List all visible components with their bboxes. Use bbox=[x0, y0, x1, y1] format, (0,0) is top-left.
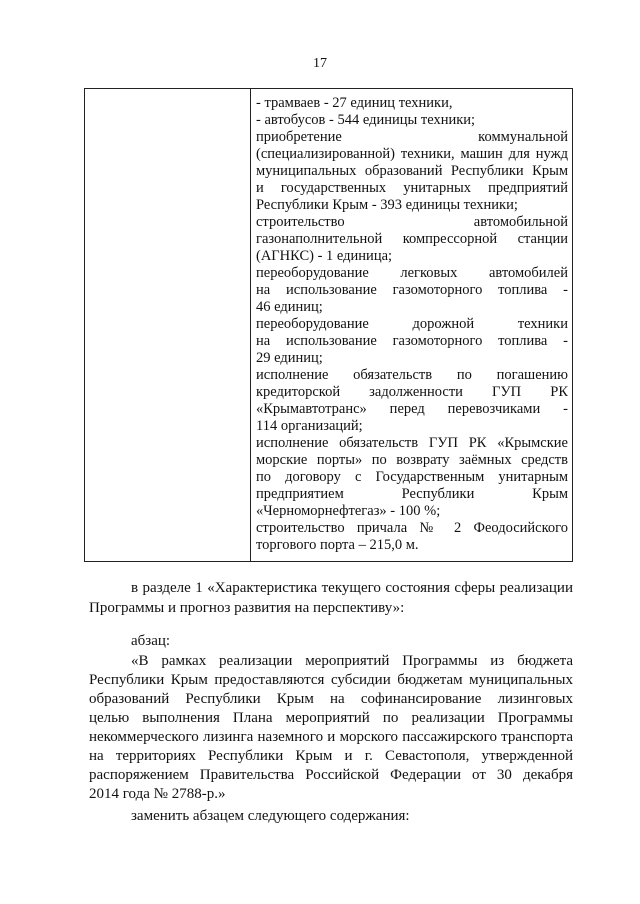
table-line: 29 единиц; bbox=[256, 350, 323, 366]
quote-line: образований Республики Крым на софинансирование лизинговых bbox=[89, 691, 573, 707]
table-line: исполнение обязательств ГУП РК «Крымские bbox=[256, 435, 568, 451]
quote-line: Республики Крым предоставляются субсидии бюджетам муниципальных bbox=[89, 672, 573, 688]
table-line: «Крымавтотранс» перед перевозчиками - bbox=[256, 401, 568, 417]
table-line: на использование газомоторного топлива - bbox=[256, 333, 568, 349]
table-line: газонаполнительной компрессорной станции bbox=[256, 231, 568, 247]
section-heading-line-2: Программы и прогноз развития на перспективу»: bbox=[89, 600, 405, 616]
table-line: переоборудование легковых автомобилей bbox=[256, 265, 568, 281]
table-line: переоборудование дорожной техники bbox=[256, 316, 568, 332]
table-line: (АГНКС) - 1 единица; bbox=[256, 248, 393, 264]
table-line: (специализированной) техники, машин для нужд bbox=[256, 146, 568, 162]
quote-line: целью выполнения Плана мероприятий по реализации Программы bbox=[89, 710, 573, 726]
page-number: 17 bbox=[313, 56, 327, 71]
table-right-cell bbox=[256, 95, 568, 554]
quote-line: на территориях Республики Крым и г. Севастополя, утвержденной bbox=[89, 748, 573, 764]
table-line: - автобусов - 544 единицы техники; bbox=[256, 112, 476, 128]
table-line: 114 организаций; bbox=[256, 418, 363, 434]
quote-line: 2014 года № 2788-р.» bbox=[89, 786, 226, 802]
quote-line: некоммерческого лизинга наземного и морского пассажирского транспорта bbox=[89, 729, 573, 745]
table-line: морские порты» по возврату заёмных средств bbox=[256, 452, 568, 468]
table-line: строительство причала № 2 Феодосийского bbox=[256, 520, 568, 536]
table-line: Республики Крым - 393 единицы техники; bbox=[256, 197, 518, 213]
table-line: кредиторской задолженности ГУП РК bbox=[256, 384, 568, 400]
table-line: торгового порта – 215,0 м. bbox=[256, 537, 419, 553]
table-line: муниципальных образований Республики Крым bbox=[256, 163, 568, 179]
table-line: строительство автомобильной bbox=[256, 214, 568, 230]
table-column-divider bbox=[250, 89, 251, 561]
table-line: приобретение коммунальной bbox=[256, 129, 568, 145]
quote-line: «В рамках реализации мероприятий Программы из бюджета bbox=[131, 653, 573, 669]
quote-line: распоряжением Правительства Российской Федерации от 30 декабря bbox=[89, 767, 573, 783]
table-line: предприятием Республики Крым bbox=[256, 486, 568, 502]
section-heading-line-1: в разделе 1 «Характеристика текущего состояния сферы реализации bbox=[131, 580, 573, 596]
table-line: на использование газомоторного топлива - bbox=[256, 282, 568, 298]
abzac-label: абзац: bbox=[131, 633, 171, 649]
table-line: 46 единиц; bbox=[256, 299, 323, 315]
table-line: по договору с Государственным унитарным bbox=[256, 469, 568, 485]
replace-instruction: заменить абзацем следующего содержания: bbox=[131, 808, 410, 824]
table-line: «Черноморнефтегаз» - 100 %; bbox=[256, 503, 441, 519]
table-line: и государственных унитарных предприятий bbox=[256, 180, 568, 196]
table-line: - трамваев - 27 единиц техники, bbox=[256, 95, 453, 111]
table-line: исполнение обязательств по погашению bbox=[256, 367, 568, 383]
program-table bbox=[84, 88, 573, 562]
